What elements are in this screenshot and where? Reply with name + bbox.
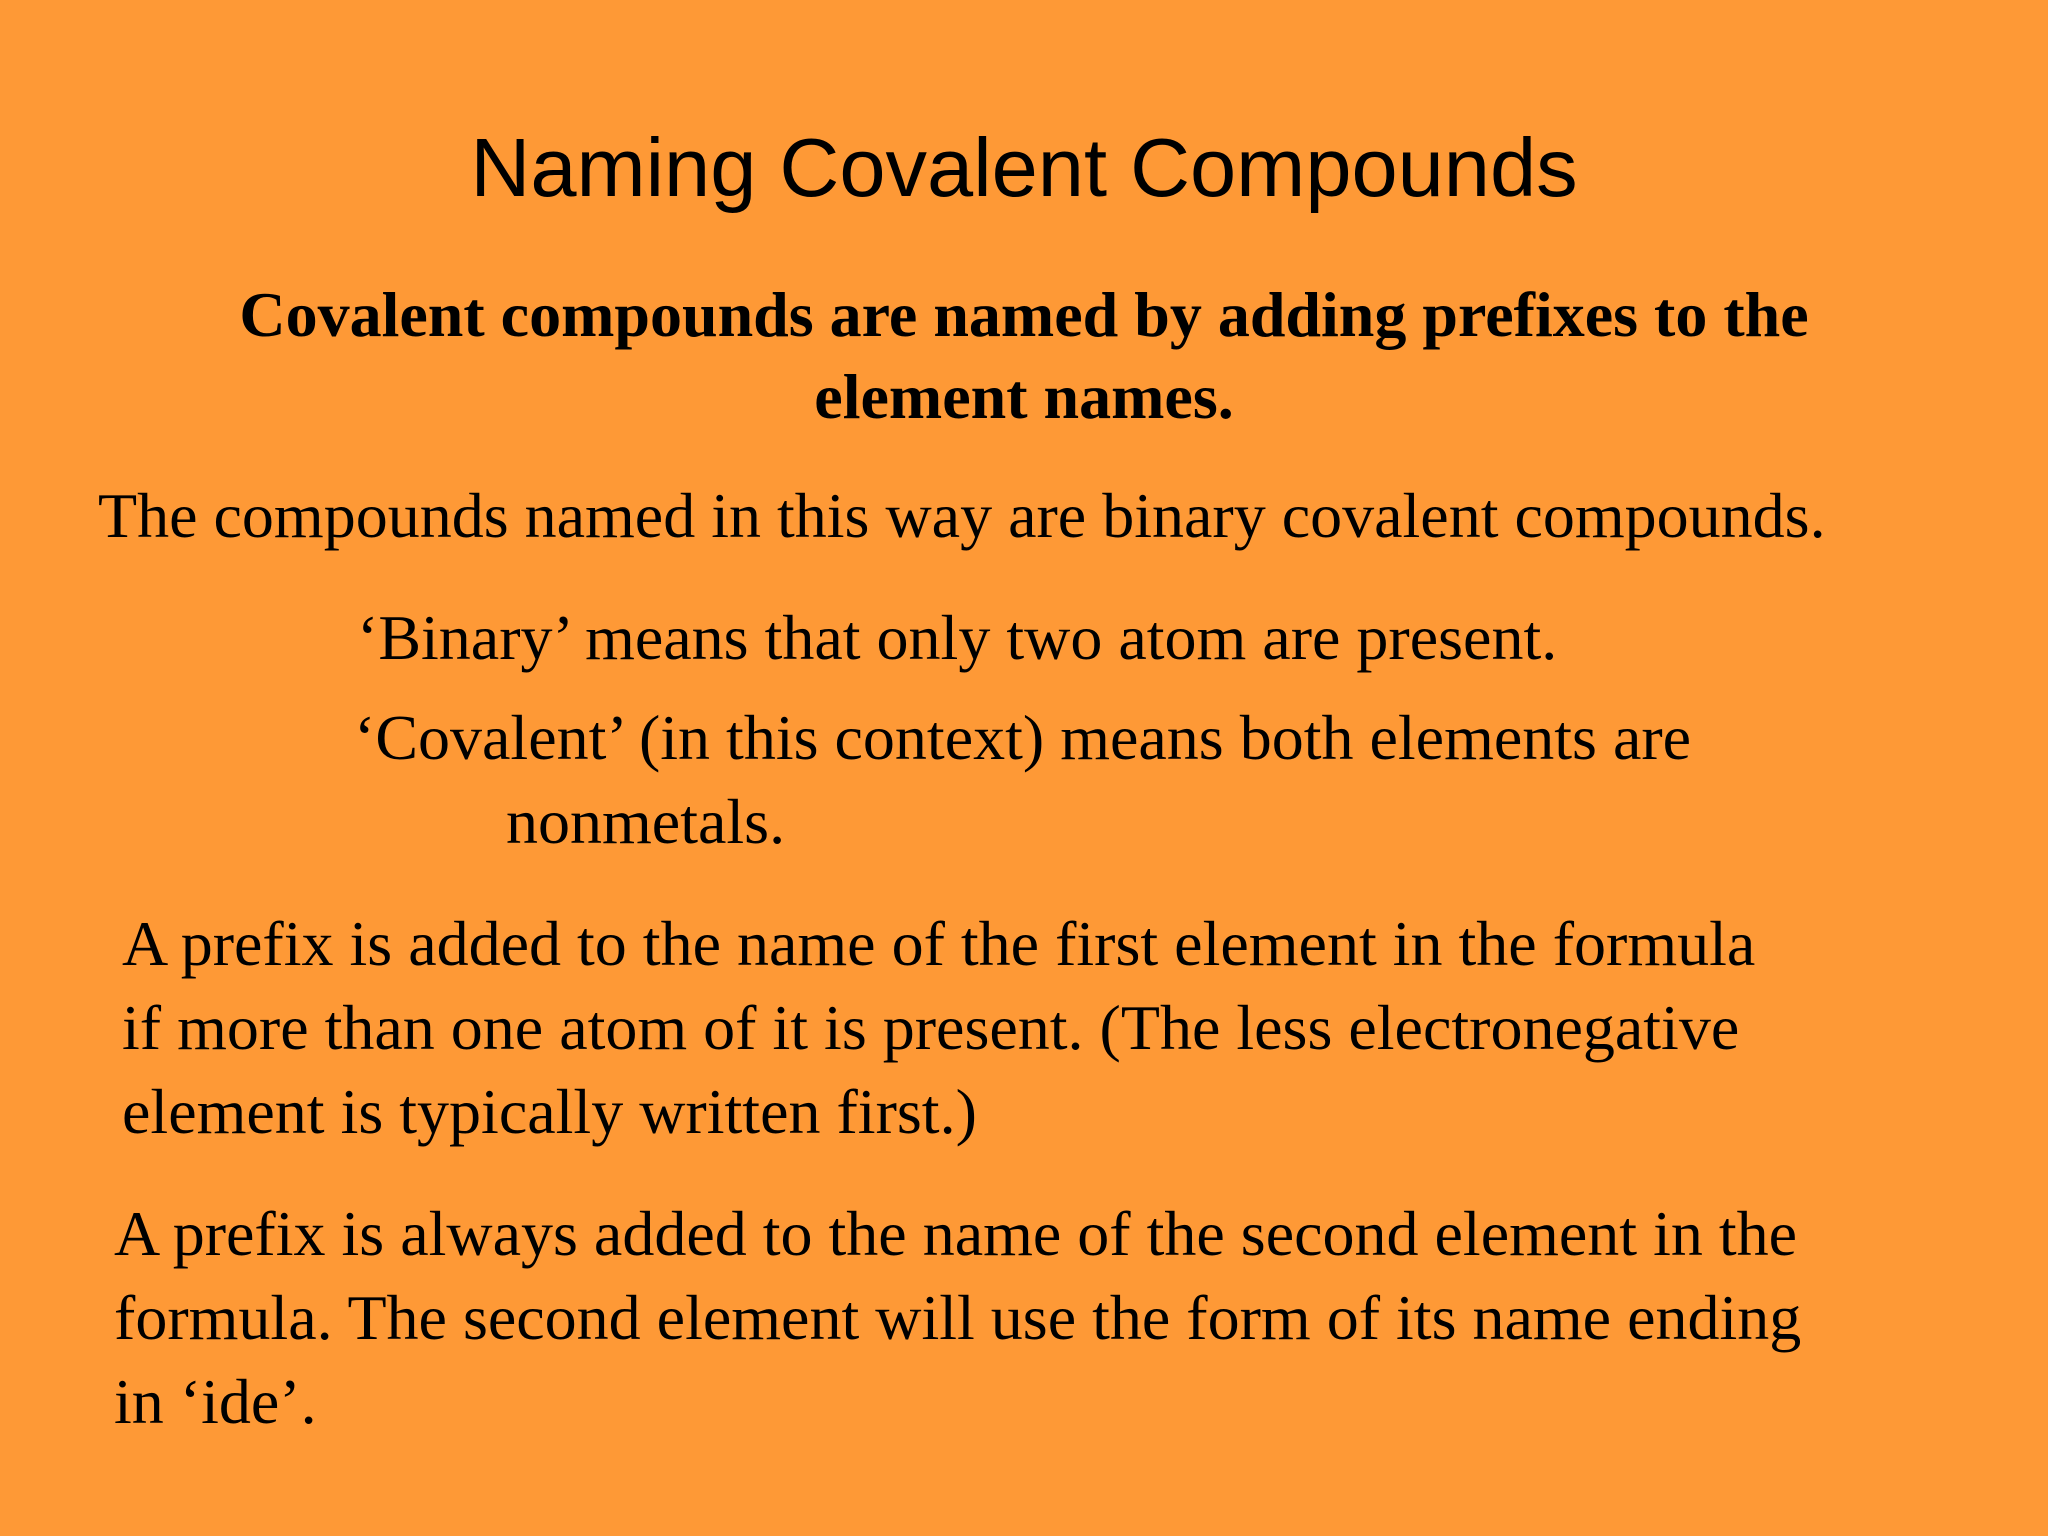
slide-subtitle	[120, 274, 1928, 438]
subtitle-line: Covalent compounds are named by adding prefixes to the	[239, 279, 1809, 350]
paragraph-line: nonmetals.	[506, 786, 786, 857]
paragraph-line: A prefix is added to the name of the first element in the formula	[122, 908, 1756, 979]
paragraph-binary-meaning: ‘Binary’ means that only two atom are present.	[357, 602, 1558, 673]
paragraph-binary-covalent: The compounds named in this way are binary covalent compounds.	[98, 480, 1826, 551]
paragraph-line: element is typically written first.)	[122, 1076, 977, 1147]
paragraph-first-element	[122, 902, 1755, 1154]
paragraph-covalent-meaning	[354, 696, 1854, 864]
paragraph-line: if more than one atom of it is present. (The less electronegative	[122, 992, 1740, 1063]
paragraph-line: ‘Covalent’ (in this context) means both elements are	[354, 702, 1692, 773]
paragraph-line: A prefix is always added to the name of the second element in the	[114, 1198, 1798, 1269]
slide-title: Naming Covalent Compounds	[470, 121, 1578, 214]
subtitle-line: element names.	[814, 361, 1234, 432]
paragraph-line: formula. The second element will use the form of its name ending	[114, 1282, 1802, 1353]
paragraph-second-element	[114, 1192, 1801, 1444]
paragraph-line: in ‘ide’.	[114, 1366, 317, 1437]
